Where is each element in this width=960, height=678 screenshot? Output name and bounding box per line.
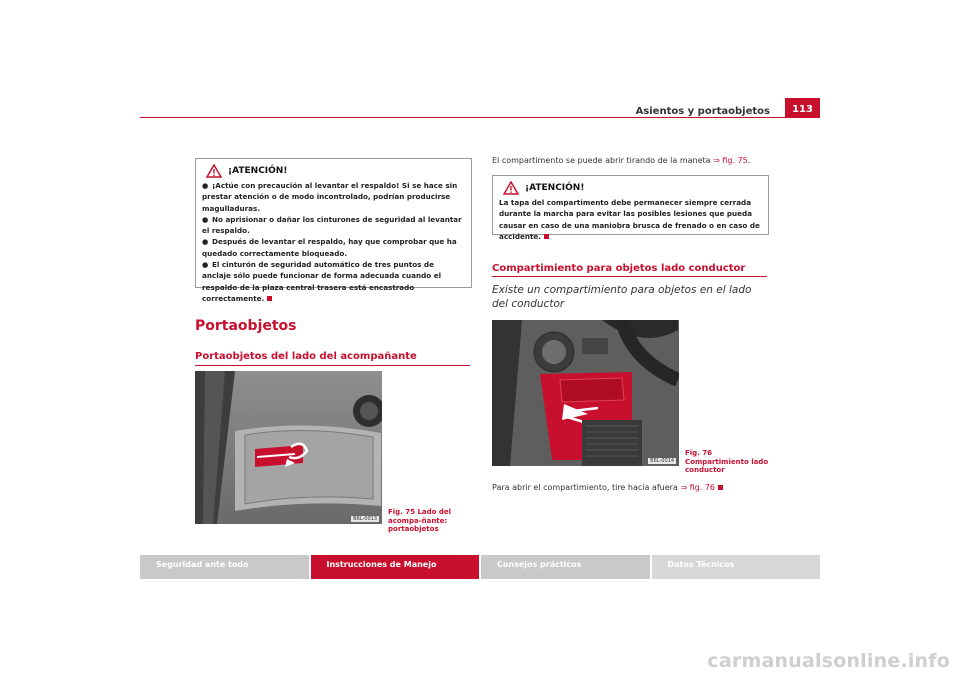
- warning-body: La tapa del compartimento debe permanecer siempre cerrada durante la marcha para evitar las posibles lesiones que pueda causar en caso de una maniobra brusca de frenado o en caso de accidente.: [499, 198, 760, 241]
- footer-tab-consejos[interactable]: Consejos prácticos: [481, 555, 650, 579]
- paragraph-pull-out: Para abrir el compartimiento, tire hacia afuera ⇒ fig. 76: [492, 483, 723, 492]
- warning-title: ¡ATENCIÓN!: [525, 183, 585, 193]
- page-number-badge: 113: [785, 98, 820, 118]
- section-title: Portaobjetos: [195, 318, 297, 334]
- paragraph-open-compartment: El compartimento se puede abrir tirando de la maneta ⇒ fig. 75.: [492, 156, 751, 165]
- subsection-title-driver: Compartimiento para objetos lado conductor: [492, 263, 746, 274]
- warning-triangle-icon: [206, 164, 222, 178]
- end-of-section-mark: [267, 296, 272, 301]
- footer-tab-seguridad[interactable]: Seguridad ante todo: [140, 555, 309, 579]
- warning-title: ¡ATENCIÓN!: [228, 166, 288, 176]
- warning-box-lid: [492, 175, 769, 241]
- header-rule: [140, 117, 820, 118]
- warning-header: [196, 159, 471, 180]
- footer-nav: [140, 555, 820, 579]
- end-of-section-mark: [544, 234, 549, 239]
- warning-item: ● Después de levantar el respaldo, hay que comprobar que ha quedado correctamente bloqueado.: [202, 237, 457, 258]
- footer-tab-datos[interactable]: Datos Técnicos: [652, 555, 821, 579]
- warning-item: ● El cinturón de seguridad automático de tres puntos de anclaje sólo puede funcionar de forma adecuada cuando el respaldo de la plaza central trasera está encastrado correctamente.: [202, 260, 442, 303]
- subsection-rule: [195, 365, 470, 366]
- subsection-rule: [492, 276, 767, 277]
- figure-reference-link[interactable]: ⇒ fig. 76: [680, 483, 716, 492]
- subsection-subtitle: Existe un compartimiento para objetos en el lado del conductor: [492, 284, 752, 310]
- warning-header: [493, 176, 768, 197]
- warning-body: [196, 180, 471, 308]
- running-header-title: Asientos y portaobjetos: [635, 106, 770, 117]
- figure-75-glovebox: [195, 371, 382, 524]
- figure-code: B6L-0014: [650, 458, 674, 464]
- figure-75-caption: Fig. 75 Lado del acompa-ñante: portaobjetos: [388, 508, 452, 533]
- watermark: carmanualsonline.info: [707, 650, 950, 672]
- figure-76-caption: Fig. 76 Compartimiento lado conductor: [685, 449, 769, 474]
- figure-code: B6L-0013: [353, 516, 377, 522]
- end-of-section-mark: [718, 485, 723, 490]
- footer-tab-instrucciones[interactable]: Instrucciones de Manejo: [311, 555, 480, 579]
- figure-reference-link[interactable]: ⇒ fig. 75: [713, 156, 748, 165]
- subsection-title-passenger: Portaobjetos del lado del acompañante: [195, 351, 417, 362]
- warning-item: ● ¡Actúe con precaución al levantar el respaldo! Si se hace sin prestar atención o de modo incontrolado, podrían producirse magulladuras.: [202, 181, 458, 213]
- warning-triangle-icon: [503, 181, 519, 195]
- figure-76-driver-compartment: [492, 320, 679, 466]
- warning-box-seat: [195, 158, 472, 303]
- warning-item: ● No aprisionar o dañar los cinturones de seguridad al levantar el respaldo.: [202, 214, 462, 236]
